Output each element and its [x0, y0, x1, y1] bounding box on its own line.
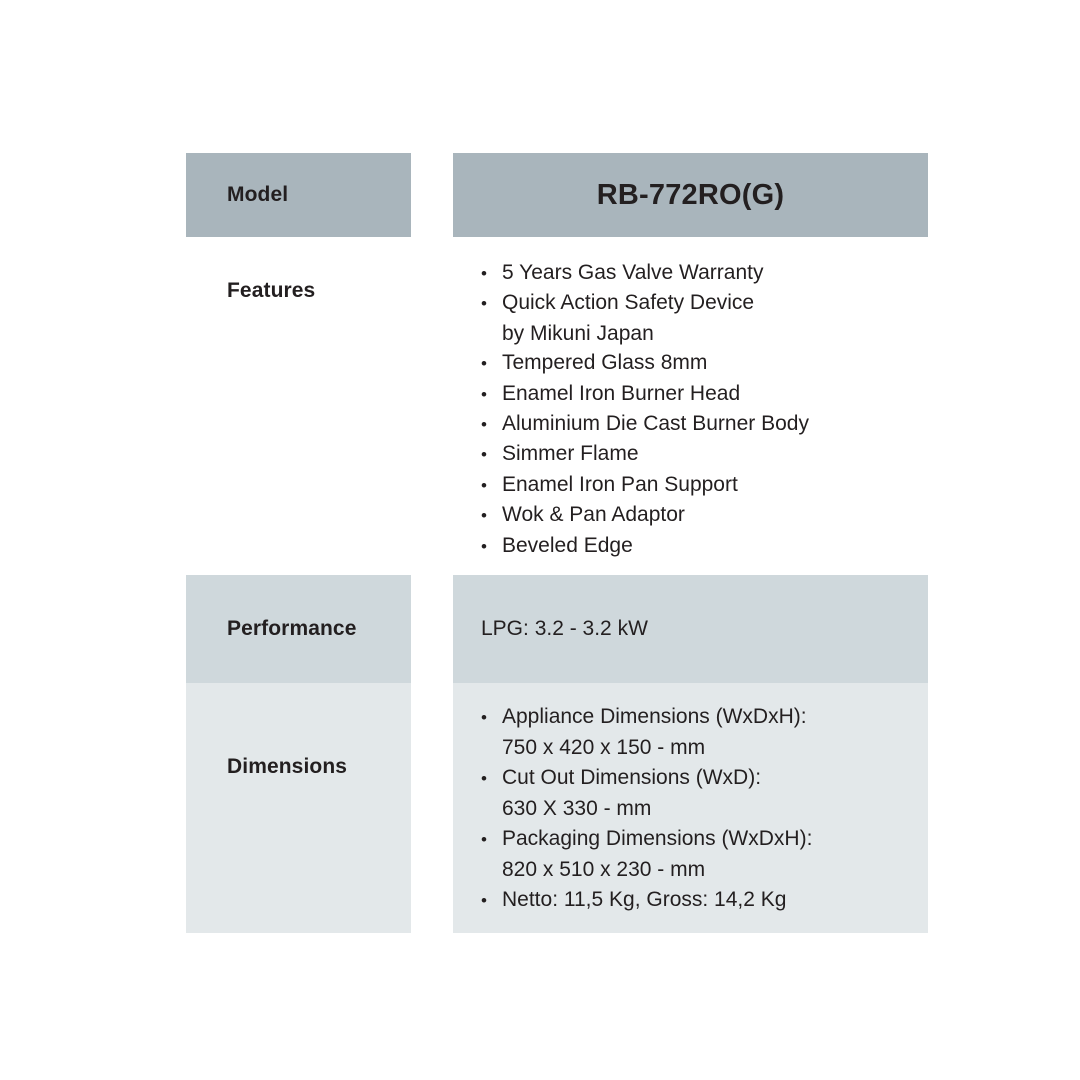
- list-item: [453, 885, 928, 916]
- list-item: [453, 531, 928, 561]
- list-item: [453, 500, 928, 530]
- bullet-icon: •: [481, 891, 487, 910]
- performance-label-cell: [186, 575, 411, 683]
- feature-text: by Mikuni Japan: [502, 321, 654, 345]
- dimension-text: Packaging Dimensions (WxDxH):: [502, 827, 813, 850]
- feature-text: Enamel Iron Pan Support: [502, 472, 738, 496]
- features-label: Features: [227, 279, 316, 302]
- bullet-icon: •: [481, 384, 487, 404]
- list-item: [453, 439, 928, 469]
- feature-text: Quick Action Safety Device: [502, 291, 755, 315]
- bullet-icon: •: [481, 294, 487, 314]
- list-item-continuation: [453, 733, 928, 763]
- dimension-text: Cut Out Dimensions (WxD):: [502, 766, 762, 789]
- list-item: [453, 288, 928, 318]
- list-item: [453, 763, 928, 794]
- list-item-continuation: [453, 794, 928, 824]
- dimension-text: Appliance Dimensions (WxDxH):: [502, 705, 807, 728]
- bullet-icon: •: [481, 475, 487, 495]
- list-item-continuation: [453, 855, 928, 885]
- performance-value: LPG: 3.2 - 3.2 kW: [481, 617, 648, 640]
- feature-text: Tempered Glass 8mm: [502, 351, 708, 375]
- feature-text: 5 Years Gas Valve Warranty: [502, 261, 764, 284]
- model-label: Model: [227, 183, 289, 206]
- list-item: [453, 409, 928, 439]
- features-label-cell: [186, 237, 411, 575]
- performance-row: [186, 575, 928, 683]
- spec-table: [186, 153, 928, 933]
- dimensions-label: Dimensions: [227, 755, 348, 778]
- list-item: [453, 470, 928, 500]
- feature-text: Simmer Flame: [502, 442, 639, 466]
- model-label-cell: [186, 153, 411, 237]
- dimension-text: 750 x 420 x 150 - mm: [502, 736, 706, 759]
- dimensions-label-cell: [186, 683, 411, 933]
- bullet-icon: •: [481, 415, 487, 435]
- bullet-icon: •: [481, 830, 487, 849]
- feature-text: Wok & Pan Adaptor: [502, 503, 685, 527]
- list-item: [453, 348, 928, 378]
- list-item: [453, 379, 928, 409]
- features-row: [186, 237, 928, 575]
- list-item: [453, 702, 928, 733]
- bullet-icon: •: [481, 506, 487, 526]
- bullet-icon: •: [481, 354, 487, 374]
- dimension-text: 820 x 510 x 230 - mm: [502, 858, 706, 881]
- dimension-text: 630 X 330 - mm: [502, 797, 652, 820]
- bullet-icon: •: [481, 708, 487, 727]
- performance-label: Performance: [227, 617, 357, 640]
- list-item: [453, 258, 928, 288]
- performance-value-cell: [453, 575, 928, 683]
- bullet-icon: •: [481, 536, 487, 556]
- list-item: [453, 824, 928, 855]
- dimensions-row: [186, 683, 928, 933]
- dimensions-list: [453, 683, 928, 933]
- feature-text: Aluminium Die Cast Burner Body: [502, 412, 809, 436]
- bullet-icon: •: [481, 445, 487, 465]
- list-item-continuation: [453, 319, 928, 348]
- bullet-icon: •: [481, 264, 487, 283]
- feature-text: Beveled Edge: [502, 533, 633, 557]
- features-list: [453, 237, 928, 575]
- model-value: RB-772RO(G): [596, 178, 785, 211]
- model-row: [186, 153, 928, 237]
- bullet-icon: •: [481, 769, 487, 788]
- model-value-cell: [453, 153, 928, 237]
- dimension-text: Netto: 11,5 Kg, Gross: 14,2 Kg: [502, 888, 787, 911]
- feature-text: Enamel Iron Burner Head: [502, 381, 741, 405]
